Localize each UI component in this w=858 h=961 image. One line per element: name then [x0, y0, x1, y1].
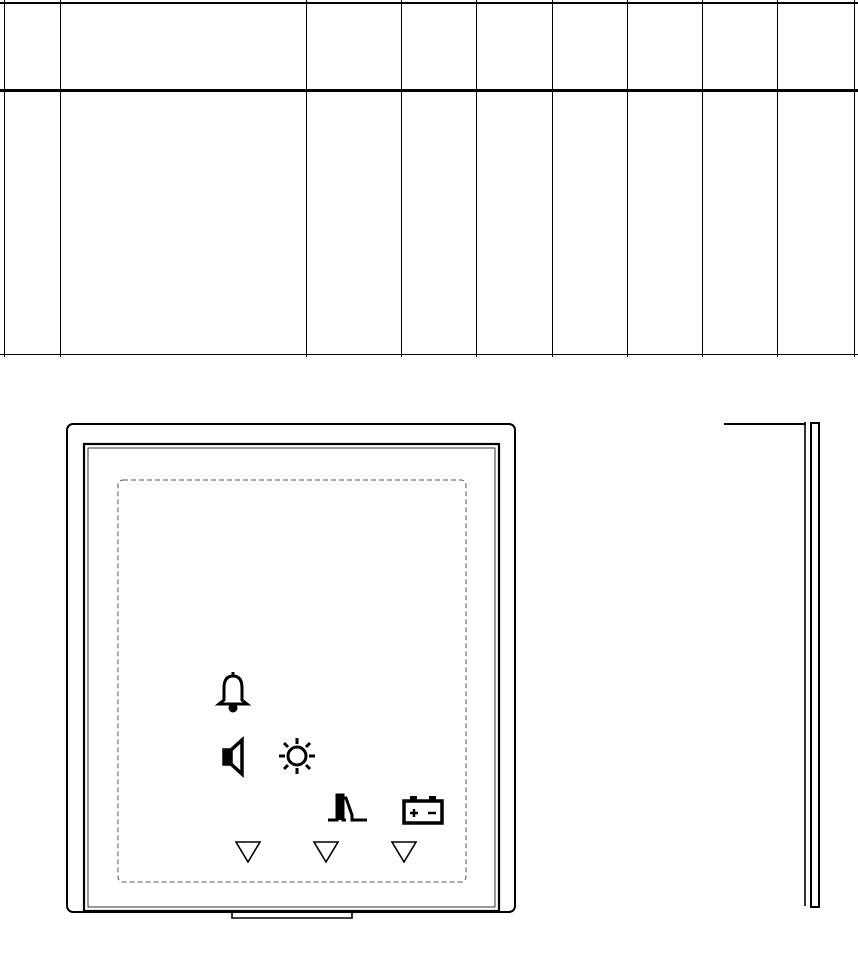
side-body	[811, 423, 819, 907]
